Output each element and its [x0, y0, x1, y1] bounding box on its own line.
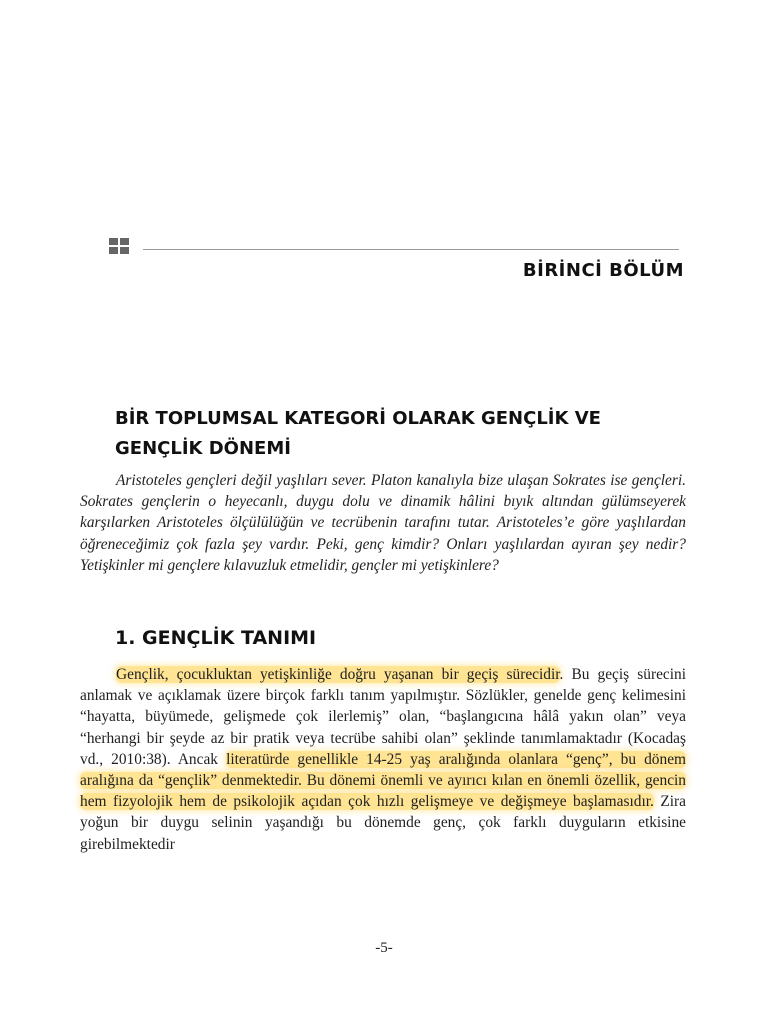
section-title-line-1: BİR TOPLUMSAL KATEGORİ OLARAK GENÇLİK VE [115, 408, 601, 429]
epigraph: Aristoteles gençleri değil yaşlıları sever. Platon kanalıyla bize ulaşan Sokrates ise gençleri. Sokrates gençlerin o heyecanlı, duygu dolu ve dinamik hâlini bıyık altından gülümseyerek karşılarken Aristoteles ölçülülüğün ve tecrübenin tarafını tutar. Aristoteles’e göre yaşlılardan öğreneceğimiz çok fazla şey vardır. Peki, genç kimdir? Onları yaşlılardan ayıran şey nedir? Yetişkinler mi gençlere kılavuzluk etmelidir, gençler mi yetişkinlere? [80, 472, 686, 574]
definition-paragraph [80, 664, 686, 855]
definition-text-2: Zira yoğun bir duygu selinin yaşandığı bu dönemde genç, çok farklı duyguların etkisine girebilmektedir [80, 793, 686, 853]
chapter-title: BİRİNCİ BÖLÜM [522, 260, 684, 281]
highlight-age-range: literatürde genellikle 14-25 yaş aralığında olanlara “genç”, bu dönem aralığına da “gençlik” denmektedir. Bu dönemi önemli ve ayırıcı kılan en önemli özellik, gencin hem fizyolojik hem de psikolojik açıdan çok hızlı gelişmeye ve değişmeye başlamasıdır. [80, 750, 687, 811]
section-title [115, 404, 675, 464]
highlight-definition: Gençlik, çocukluktan yetişkinliğe doğru yaşanan bir geçiş sürecidir [116, 666, 560, 683]
chapter-rule [143, 249, 679, 250]
page-number: -5- [375, 940, 393, 956]
grid-icon [109, 238, 129, 255]
section-title-line-2: GENÇLİK DÖNEMİ [115, 438, 291, 459]
definition-text-1: . Bu geçiş sürecini anlamak ve açıklamak üzere birçok farklı tanım yapılmıştır. Sözlükler, genelde genç kelimesini “hayatta, büyümede, gelişmede çok ilerlemiş” olan, “başlangıcına hâlâ yakın olan” veya “herhangi bir şeyde az bir pratik veya tecrübe sahibi olan” şeklinde tanımlamaktadır (Kocadaş vd., 2010:38). Ancak [80, 666, 686, 768]
definition-heading: 1. GENÇLİK TANIMI [115, 627, 317, 649]
